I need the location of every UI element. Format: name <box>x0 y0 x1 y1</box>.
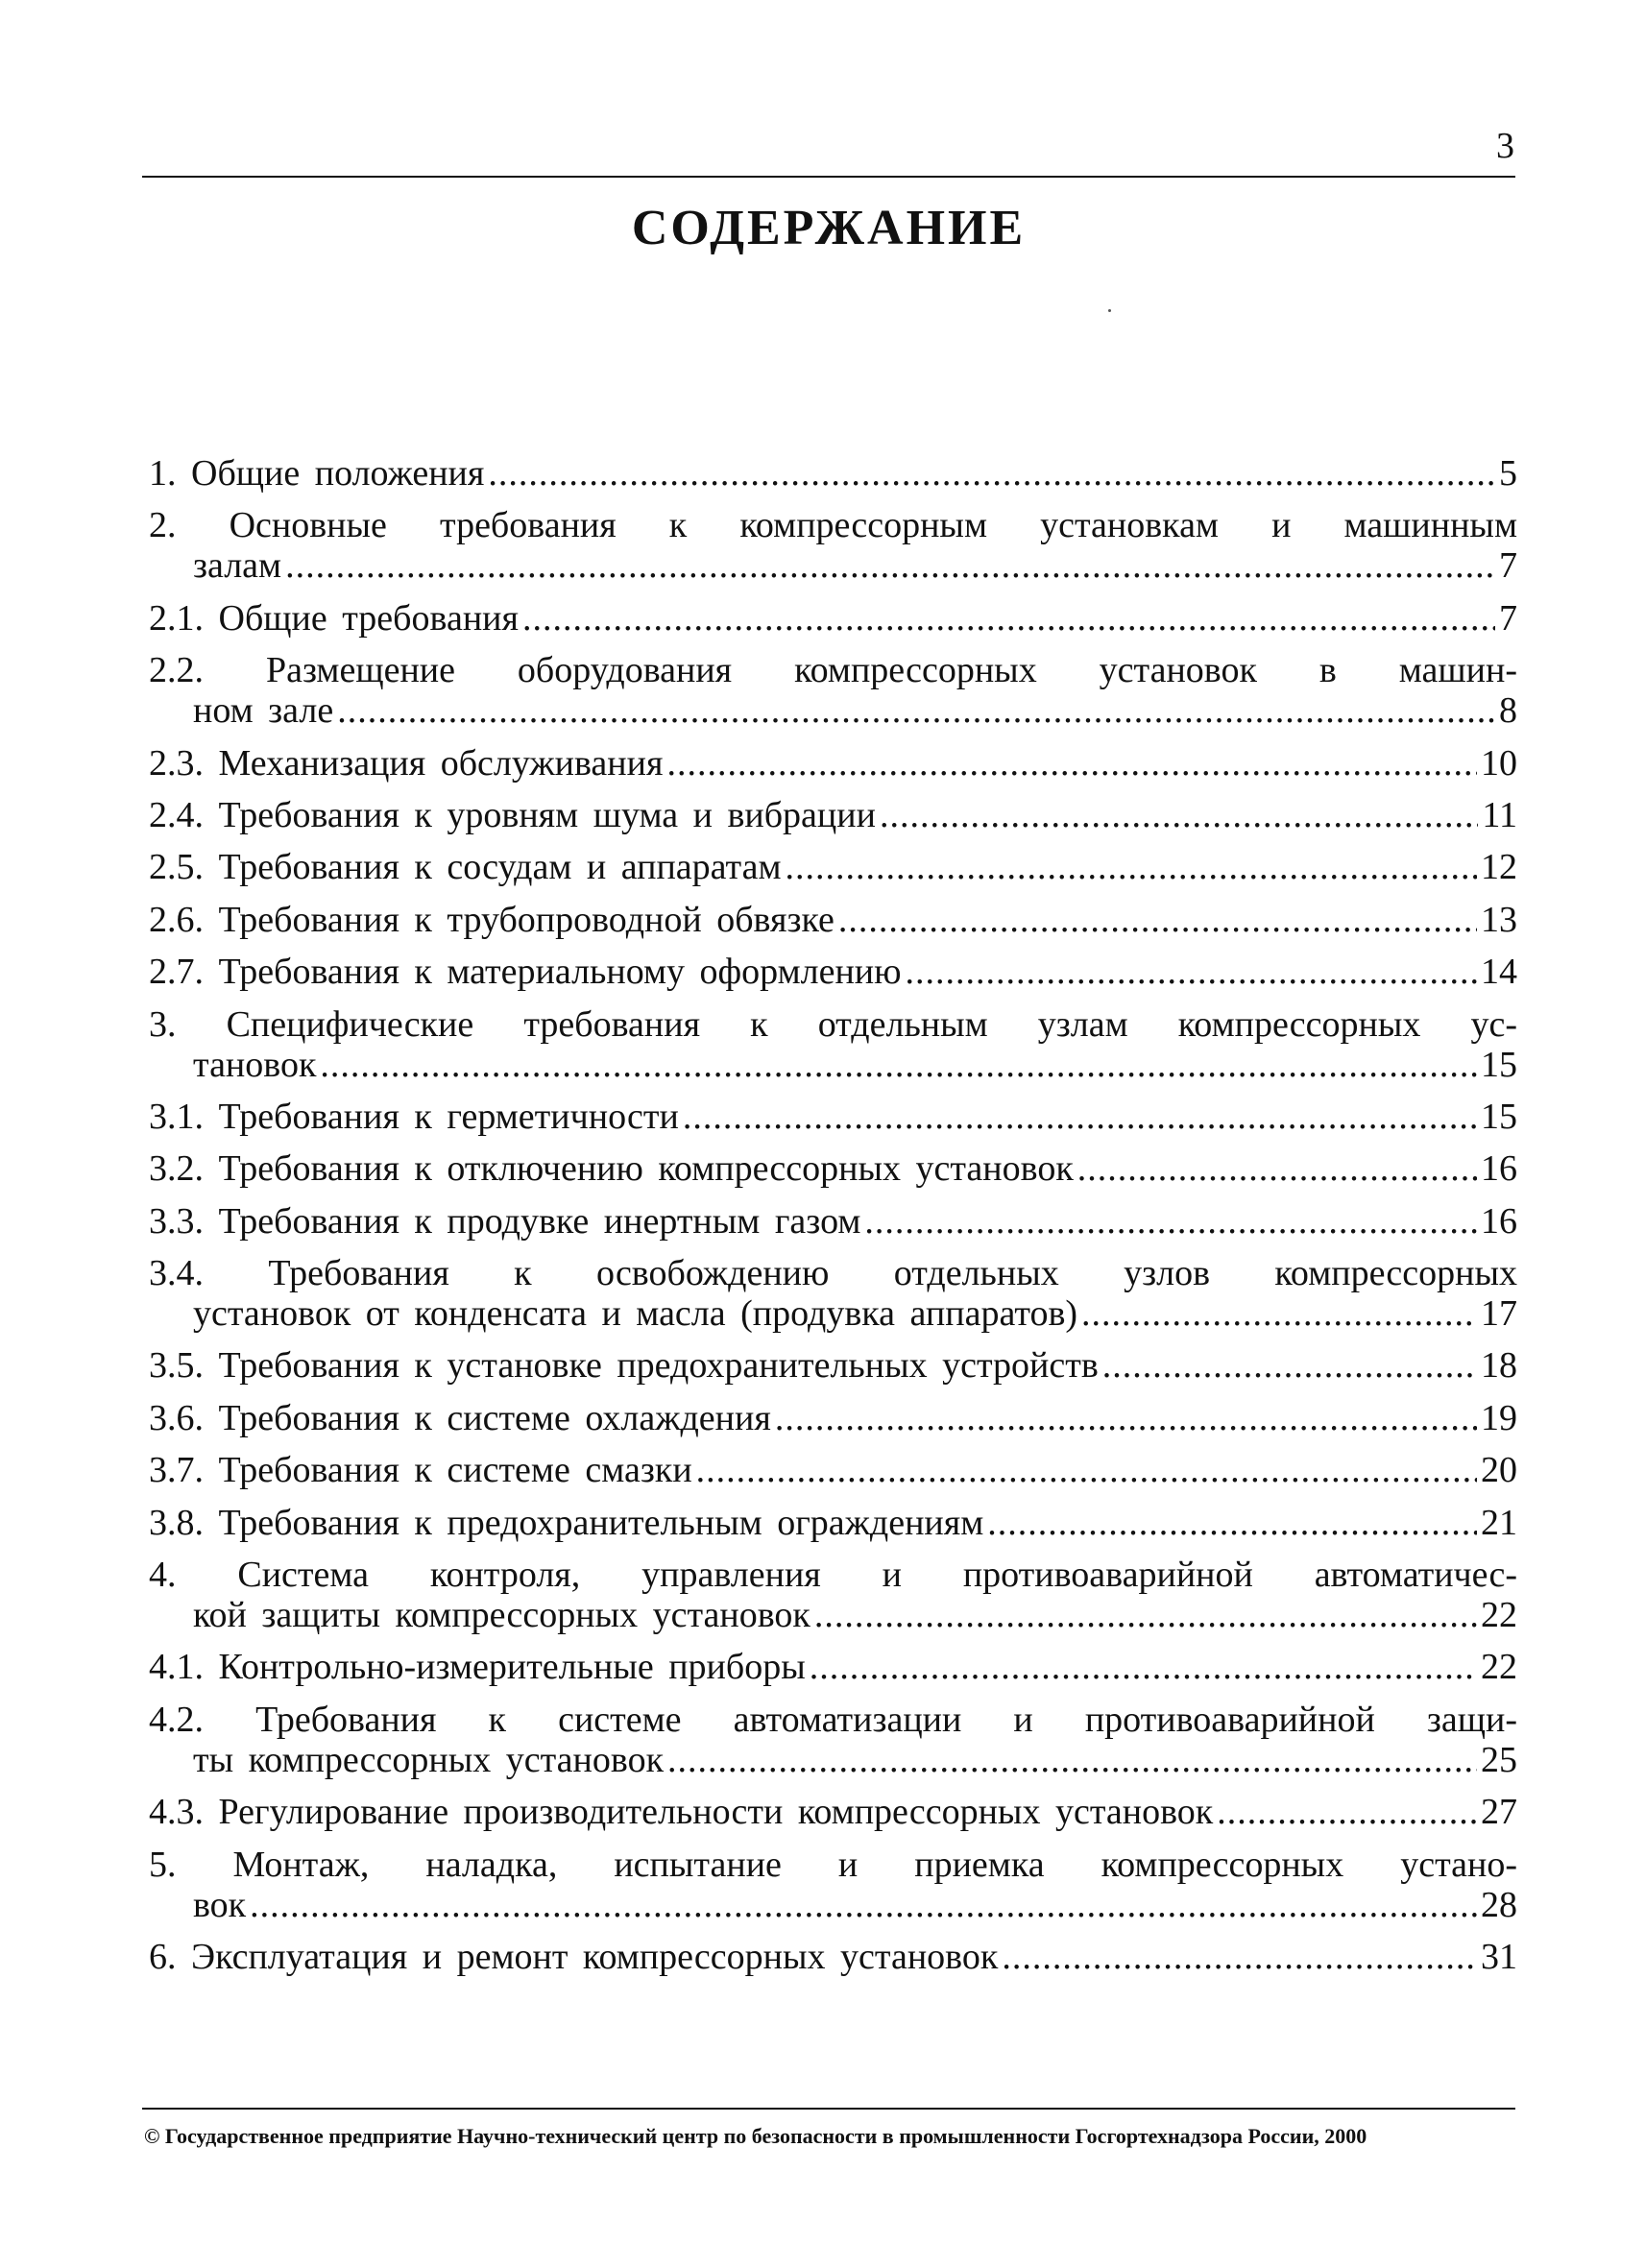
toc-entry-title: 3.5. Требования к установке предохранительных устройств <box>149 1345 1099 1387</box>
toc-page-number: 15 <box>1481 1044 1517 1085</box>
toc-entry-title: 3.3. Требования к продувке инертным газом <box>149 1200 861 1242</box>
toc-page-number: 10 <box>1481 742 1517 784</box>
toc-entry <box>149 1937 1517 1977</box>
toc-entry-title: 3.8. Требования к предохранительным ограждениям <box>149 1502 984 1543</box>
toc-dot-leader <box>838 900 1477 940</box>
toc-entry <box>149 453 1517 494</box>
toc-entry-title: установок от конденсата и масла (продувка аппаратов) <box>193 1293 1078 1335</box>
toc-dot-leader <box>880 795 1478 835</box>
toc-entry-title: 3.2. Требования к отключению компрессорных установок <box>149 1148 1074 1190</box>
toc-dot-leader <box>906 952 1478 992</box>
toc-entry <box>149 1700 1517 1780</box>
toc-entry <box>149 795 1517 835</box>
toc-entry-title: 3.7. Требования к системе смазки <box>149 1450 692 1491</box>
toc-dot-leader <box>1217 1792 1477 1832</box>
toc-page-number: 19 <box>1481 1397 1517 1438</box>
table-of-contents <box>149 453 1517 1989</box>
toc-page-number: 15 <box>1481 1096 1517 1137</box>
toc-entry-leader-line <box>149 453 1517 494</box>
toc-dot-leader <box>775 1398 1477 1438</box>
toc-dot-leader <box>250 1885 1477 1925</box>
toc-dot-leader <box>337 690 1495 731</box>
toc-entry <box>149 743 1517 784</box>
toc-entry <box>149 1398 1517 1438</box>
toc-entry <box>149 1148 1517 1189</box>
toc-entry <box>149 1201 1517 1242</box>
toc-page-number: 7 <box>1499 545 1517 587</box>
toc-page-number: 21 <box>1481 1502 1517 1543</box>
toc-entry-leader-line <box>149 743 1517 784</box>
toc-page-number: 22 <box>1481 1595 1517 1636</box>
toc-entry-title: 6. Эксплуатация и ремонт компрессорных установок <box>149 1936 999 1977</box>
toc-entry-title-line: 2.2. Размещение оборудования компрессорных установок в машин- <box>149 650 1517 691</box>
toc-entry-leader-line <box>149 1595 1517 1635</box>
toc-entry-title: 3.1. Требования к герметичности <box>149 1096 679 1137</box>
toc-entry <box>149 1647 1517 1687</box>
toc-entry-leader-line <box>149 1293 1517 1334</box>
toc-dot-leader <box>696 1450 1477 1490</box>
toc-page-number: 14 <box>1481 952 1517 993</box>
toc-dot-leader <box>1081 1293 1477 1334</box>
toc-dot-leader <box>987 1503 1477 1543</box>
header-rule <box>142 176 1515 178</box>
toc-entry <box>149 1792 1517 1832</box>
toc-dot-leader <box>786 847 1477 887</box>
toc-entry-leader-line <box>149 1937 1517 1977</box>
toc-entry-title-line: 4.2. Требования к системе автоматизации и противоаварийной защи- <box>149 1699 1517 1740</box>
toc-page-number: 27 <box>1481 1792 1517 1833</box>
toc-dot-leader <box>1002 1937 1477 1977</box>
toc-page-number: 20 <box>1481 1450 1517 1491</box>
toc-entry-leader-line <box>149 1045 1517 1085</box>
page-title: СОДЕРЖАНИЕ <box>631 201 1027 255</box>
toc-page-number: 22 <box>1481 1647 1517 1688</box>
toc-dot-leader <box>488 453 1495 494</box>
toc-entry-leader-line <box>149 1398 1517 1438</box>
toc-entry-title: 2.7. Требования к материальному оформлению <box>149 952 902 993</box>
toc-entry-leader-line <box>149 1201 1517 1242</box>
toc-entry-leader-line <box>149 598 1517 639</box>
toc-entry-leader-line <box>149 690 1517 731</box>
toc-page-number: 16 <box>1481 1200 1517 1242</box>
toc-dot-leader <box>667 1740 1477 1780</box>
toc-page-number: 25 <box>1481 1739 1517 1780</box>
toc-entry-title: 2.3. Механизация обслуживания <box>149 742 664 784</box>
toc-entry <box>149 1845 1517 1925</box>
toc-dot-leader <box>522 598 1495 639</box>
toc-entry-title: залам <box>193 545 282 587</box>
toc-entry <box>149 1253 1517 1334</box>
toc-entry <box>149 1097 1517 1137</box>
toc-page-number: 13 <box>1481 899 1517 940</box>
toc-entry-title-line: 3. Специфические требования к отдельным узлам компрессорных ус- <box>149 1003 1517 1045</box>
toc-dot-leader <box>285 545 1495 586</box>
toc-dot-leader <box>1077 1148 1477 1189</box>
toc-entry-leader-line <box>149 1450 1517 1490</box>
copyright-notice: © Государственное предприятие Научно-технический центр по безопасности в промышленности Госгортехнадзора России, 2000 <box>144 2124 1367 2148</box>
toc-dot-leader <box>1102 1345 1477 1386</box>
toc-entry-title-line: 4. Система контроля, управления и противоаварийной автоматичес- <box>149 1555 1517 1596</box>
toc-dot-leader <box>683 1097 1477 1137</box>
toc-dot-leader <box>320 1045 1477 1085</box>
toc-entry-leader-line <box>149 1647 1517 1687</box>
toc-entry-leader-line <box>149 847 1517 887</box>
toc-entry-leader-line <box>149 1148 1517 1189</box>
toc-page-number: 12 <box>1481 847 1517 888</box>
toc-dot-leader <box>864 1201 1477 1242</box>
toc-entry-title: 4.3. Регулирование производительности компрессорных установок <box>149 1792 1214 1833</box>
toc-entry <box>149 952 1517 992</box>
toc-entry <box>149 598 1517 639</box>
toc-entry-title: тановок <box>193 1044 317 1085</box>
toc-entry <box>149 1004 1517 1085</box>
toc-entry-title: ном зале <box>193 690 334 732</box>
toc-entry-title-line: 2. Основные требования к компрессорным установкам и машинным <box>149 505 1517 546</box>
toc-entry-title: 4.1. Контрольно-измерительные приборы <box>149 1647 806 1688</box>
footer-rule <box>142 2108 1515 2110</box>
toc-page-number: 8 <box>1499 690 1517 732</box>
toc-entry-title: 1. Общие положения <box>149 453 485 494</box>
toc-page-number: 11 <box>1482 794 1517 835</box>
toc-entry-title: 2.5. Требования к сосудам и аппаратам <box>149 847 782 888</box>
toc-page-number: 18 <box>1481 1345 1517 1387</box>
toc-entry <box>149 650 1517 731</box>
toc-entry-leader-line <box>149 1740 1517 1780</box>
toc-entry-title: 3.6. Требования к системе охлаждения <box>149 1397 771 1438</box>
toc-entry-leader-line <box>149 1097 1517 1137</box>
toc-entry-title: 2.4. Требования к уровням шума и вибрации <box>149 794 876 835</box>
toc-entry <box>149 1450 1517 1490</box>
toc-page-number: 5 <box>1499 453 1517 494</box>
toc-entry-title: вок <box>193 1884 247 1925</box>
toc-page-number: 28 <box>1481 1884 1517 1925</box>
toc-entry-leader-line <box>149 545 1517 586</box>
toc-entry-leader-line <box>149 795 1517 835</box>
toc-entry-leader-line <box>149 1345 1517 1386</box>
toc-entry-title: 2.6. Требования к трубопроводной обвязке <box>149 899 835 940</box>
toc-entry <box>149 847 1517 887</box>
toc-entry-title: кой защиты компрессорных установок <box>193 1595 810 1636</box>
toc-page-number: 16 <box>1481 1148 1517 1190</box>
toc-entry-leader-line <box>149 1503 1517 1543</box>
toc-entry <box>149 1345 1517 1386</box>
toc-entry-leader-line <box>149 1885 1517 1925</box>
toc-entry-title-line: 5. Монтаж, наладка, испытание и приемка компрессорных устано- <box>149 1844 1517 1885</box>
toc-entry <box>149 1503 1517 1543</box>
toc-entry <box>149 1555 1517 1635</box>
scan-speck <box>1108 309 1111 312</box>
toc-dot-leader <box>810 1647 1477 1687</box>
toc-entry-title: ты компрессорных установок <box>193 1739 665 1780</box>
toc-entry-leader-line <box>149 1792 1517 1832</box>
toc-entry-leader-line <box>149 952 1517 992</box>
toc-dot-leader <box>666 743 1477 784</box>
toc-page-number: 17 <box>1481 1293 1517 1335</box>
page-number: 3 <box>1496 126 1514 166</box>
toc-page-number: 7 <box>1499 597 1517 639</box>
toc-entry <box>149 900 1517 940</box>
toc-page-number: 31 <box>1481 1936 1517 1977</box>
toc-entry <box>149 505 1517 586</box>
toc-entry-leader-line <box>149 900 1517 940</box>
toc-entry-title: 2.1. Общие требования <box>149 597 519 639</box>
toc-entry-title-line: 3.4. Требования к освобождению отдельных узлов компрессорных <box>149 1253 1517 1294</box>
toc-dot-leader <box>814 1595 1477 1635</box>
